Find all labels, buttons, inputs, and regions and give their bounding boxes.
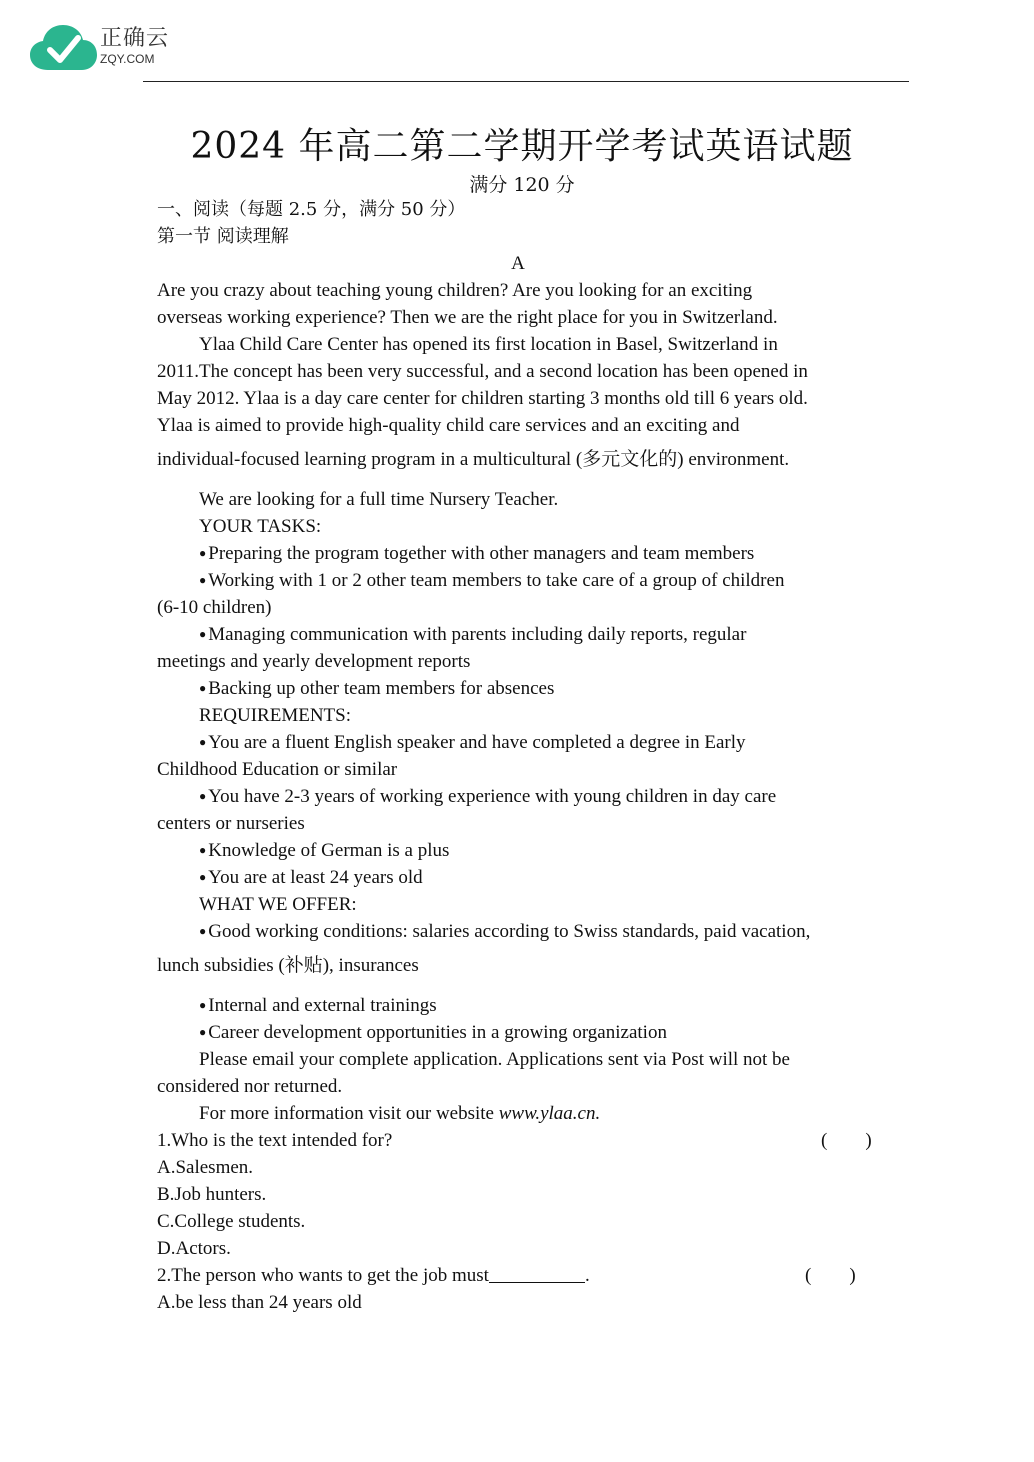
question-option: A.be less than 24 years old bbox=[157, 1292, 362, 1313]
question-stem bbox=[157, 1127, 879, 1154]
bullet-icon: ● bbox=[199, 924, 207, 938]
bullet-icon: ● bbox=[199, 998, 207, 1012]
text: Career development opportunities in a growing organization bbox=[208, 1022, 667, 1043]
text: Knowledge of German is a plus bbox=[208, 840, 450, 861]
passage-line: overseas working experience? Then we are the right place for you in Switzerland. bbox=[157, 307, 778, 328]
document-body bbox=[157, 196, 879, 1316]
text: Preparing the program together with other managers and team members bbox=[208, 543, 755, 564]
section-part: 第一节 阅读理解 bbox=[157, 226, 289, 247]
list-item bbox=[157, 729, 879, 756]
text: ), insurances bbox=[322, 955, 419, 976]
text: Managing communication with parents including daily reports, regular bbox=[208, 624, 747, 645]
bullet-icon: ● bbox=[199, 573, 207, 587]
logo-cn: 正确云 bbox=[100, 26, 170, 51]
bullet-icon: ● bbox=[199, 789, 207, 803]
text: Internal and external trainings bbox=[208, 995, 437, 1016]
list-heading: WHAT WE OFFER: bbox=[199, 894, 357, 915]
bullet-icon: ● bbox=[199, 843, 207, 857]
list-item bbox=[157, 992, 879, 1019]
question-option: D.Actors. bbox=[157, 1238, 231, 1259]
list-item bbox=[157, 918, 879, 945]
text: You are at least 24 years old bbox=[208, 867, 423, 888]
answer-blank bbox=[489, 1264, 585, 1283]
list-heading: YOUR TASKS: bbox=[199, 516, 322, 537]
passage-label: A bbox=[511, 253, 525, 274]
passage-line: May 2012. Ylaa is a day care center for children starting 3 months old till 6 years old. bbox=[157, 388, 808, 409]
text: Backing up other team members for absences bbox=[208, 678, 555, 699]
passage-line: considered nor returned. bbox=[157, 1076, 343, 1097]
question-text: Who is the text intended for? bbox=[171, 1130, 393, 1151]
text: Working with 1 or 2 other team members to take care of a group of children bbox=[208, 570, 785, 591]
question-option: A.Salesmen. bbox=[157, 1157, 254, 1178]
list-item bbox=[157, 837, 879, 864]
text: You have 2-3 years of working experience with young children in day care bbox=[208, 786, 777, 807]
passage-line: 2011.The concept has been very successful, and a second location has been opened in bbox=[157, 361, 808, 382]
list-item bbox=[157, 675, 879, 702]
bullet-icon: ● bbox=[199, 870, 207, 884]
text: ) environment. bbox=[677, 449, 790, 470]
list-item bbox=[157, 621, 879, 648]
answer-paren: ( ) bbox=[821, 1130, 872, 1151]
passage-line bbox=[157, 1100, 879, 1127]
list-item bbox=[157, 864, 879, 891]
passage-line: Please email your complete application. Applications sent via Post will not be bbox=[199, 1049, 790, 1070]
question-number: 1. bbox=[157, 1130, 172, 1151]
text: lunch subsidies ( bbox=[157, 955, 285, 976]
passage-line bbox=[157, 439, 879, 480]
passage-line: Ylaa is aimed to provide high-quality child care services and an exciting and bbox=[157, 415, 740, 436]
list-item-cont: Childhood Education or similar bbox=[157, 759, 398, 780]
text: For more information visit our website bbox=[199, 1103, 499, 1124]
list-item bbox=[157, 540, 879, 567]
gloss: 多元文化的 bbox=[582, 448, 678, 470]
list-item-cont: centers or nurseries bbox=[157, 813, 305, 834]
list-item bbox=[157, 1019, 879, 1046]
passage-line: Ylaa Child Care Center has opened its first location in Basel, Switzerland in bbox=[199, 334, 778, 355]
list-item bbox=[157, 783, 879, 810]
header-rule bbox=[143, 81, 909, 82]
question-end: . bbox=[584, 1265, 590, 1286]
question-number: 2. bbox=[157, 1265, 172, 1286]
bullet-icon: ● bbox=[199, 681, 207, 695]
list-item-cont bbox=[157, 945, 879, 986]
gloss: 补贴 bbox=[284, 954, 323, 976]
passage-line: Are you crazy about teaching young children? Are you looking for an exciting bbox=[157, 280, 753, 301]
bullet-icon: ● bbox=[199, 1025, 207, 1039]
bullet-icon: ● bbox=[199, 627, 207, 641]
question-text: The person who wants to get the job must bbox=[171, 1265, 489, 1286]
question-option: C.College students. bbox=[157, 1211, 306, 1232]
logo-en: ZQY.COM bbox=[100, 52, 155, 66]
list-item-cont: meetings and yearly development reports bbox=[157, 651, 471, 672]
answer-paren: ( ) bbox=[805, 1265, 856, 1286]
section-heading: 一、阅读（每题 2.5 分，满分 50 分） bbox=[157, 199, 466, 220]
text: You are a fluent English speaker and have completed a degree in Early bbox=[208, 732, 746, 753]
bullet-icon: ● bbox=[199, 735, 207, 749]
passage-line: We are looking for a full time Nursery Teacher. bbox=[199, 489, 559, 510]
list-item bbox=[157, 567, 879, 594]
question-option: B.Job hunters. bbox=[157, 1184, 267, 1205]
question-stem bbox=[157, 1262, 879, 1289]
list-item-cont: (6-10 children) bbox=[157, 597, 272, 618]
page-title: 2024 年高二第二学期开学考试英语试题 bbox=[190, 126, 854, 167]
bullet-icon: ● bbox=[199, 546, 207, 560]
text: individual-focused learning program in a multicultural ( bbox=[157, 449, 583, 470]
text: Good working conditions: salaries according to Swiss standards, paid vacation, bbox=[208, 921, 811, 942]
website-link[interactable]: www.ylaa.cn. bbox=[498, 1103, 601, 1124]
list-heading: REQUIREMENTS: bbox=[199, 705, 351, 726]
page-subtitle: 满分 120 分 bbox=[469, 174, 575, 196]
logo-text bbox=[100, 26, 169, 66]
